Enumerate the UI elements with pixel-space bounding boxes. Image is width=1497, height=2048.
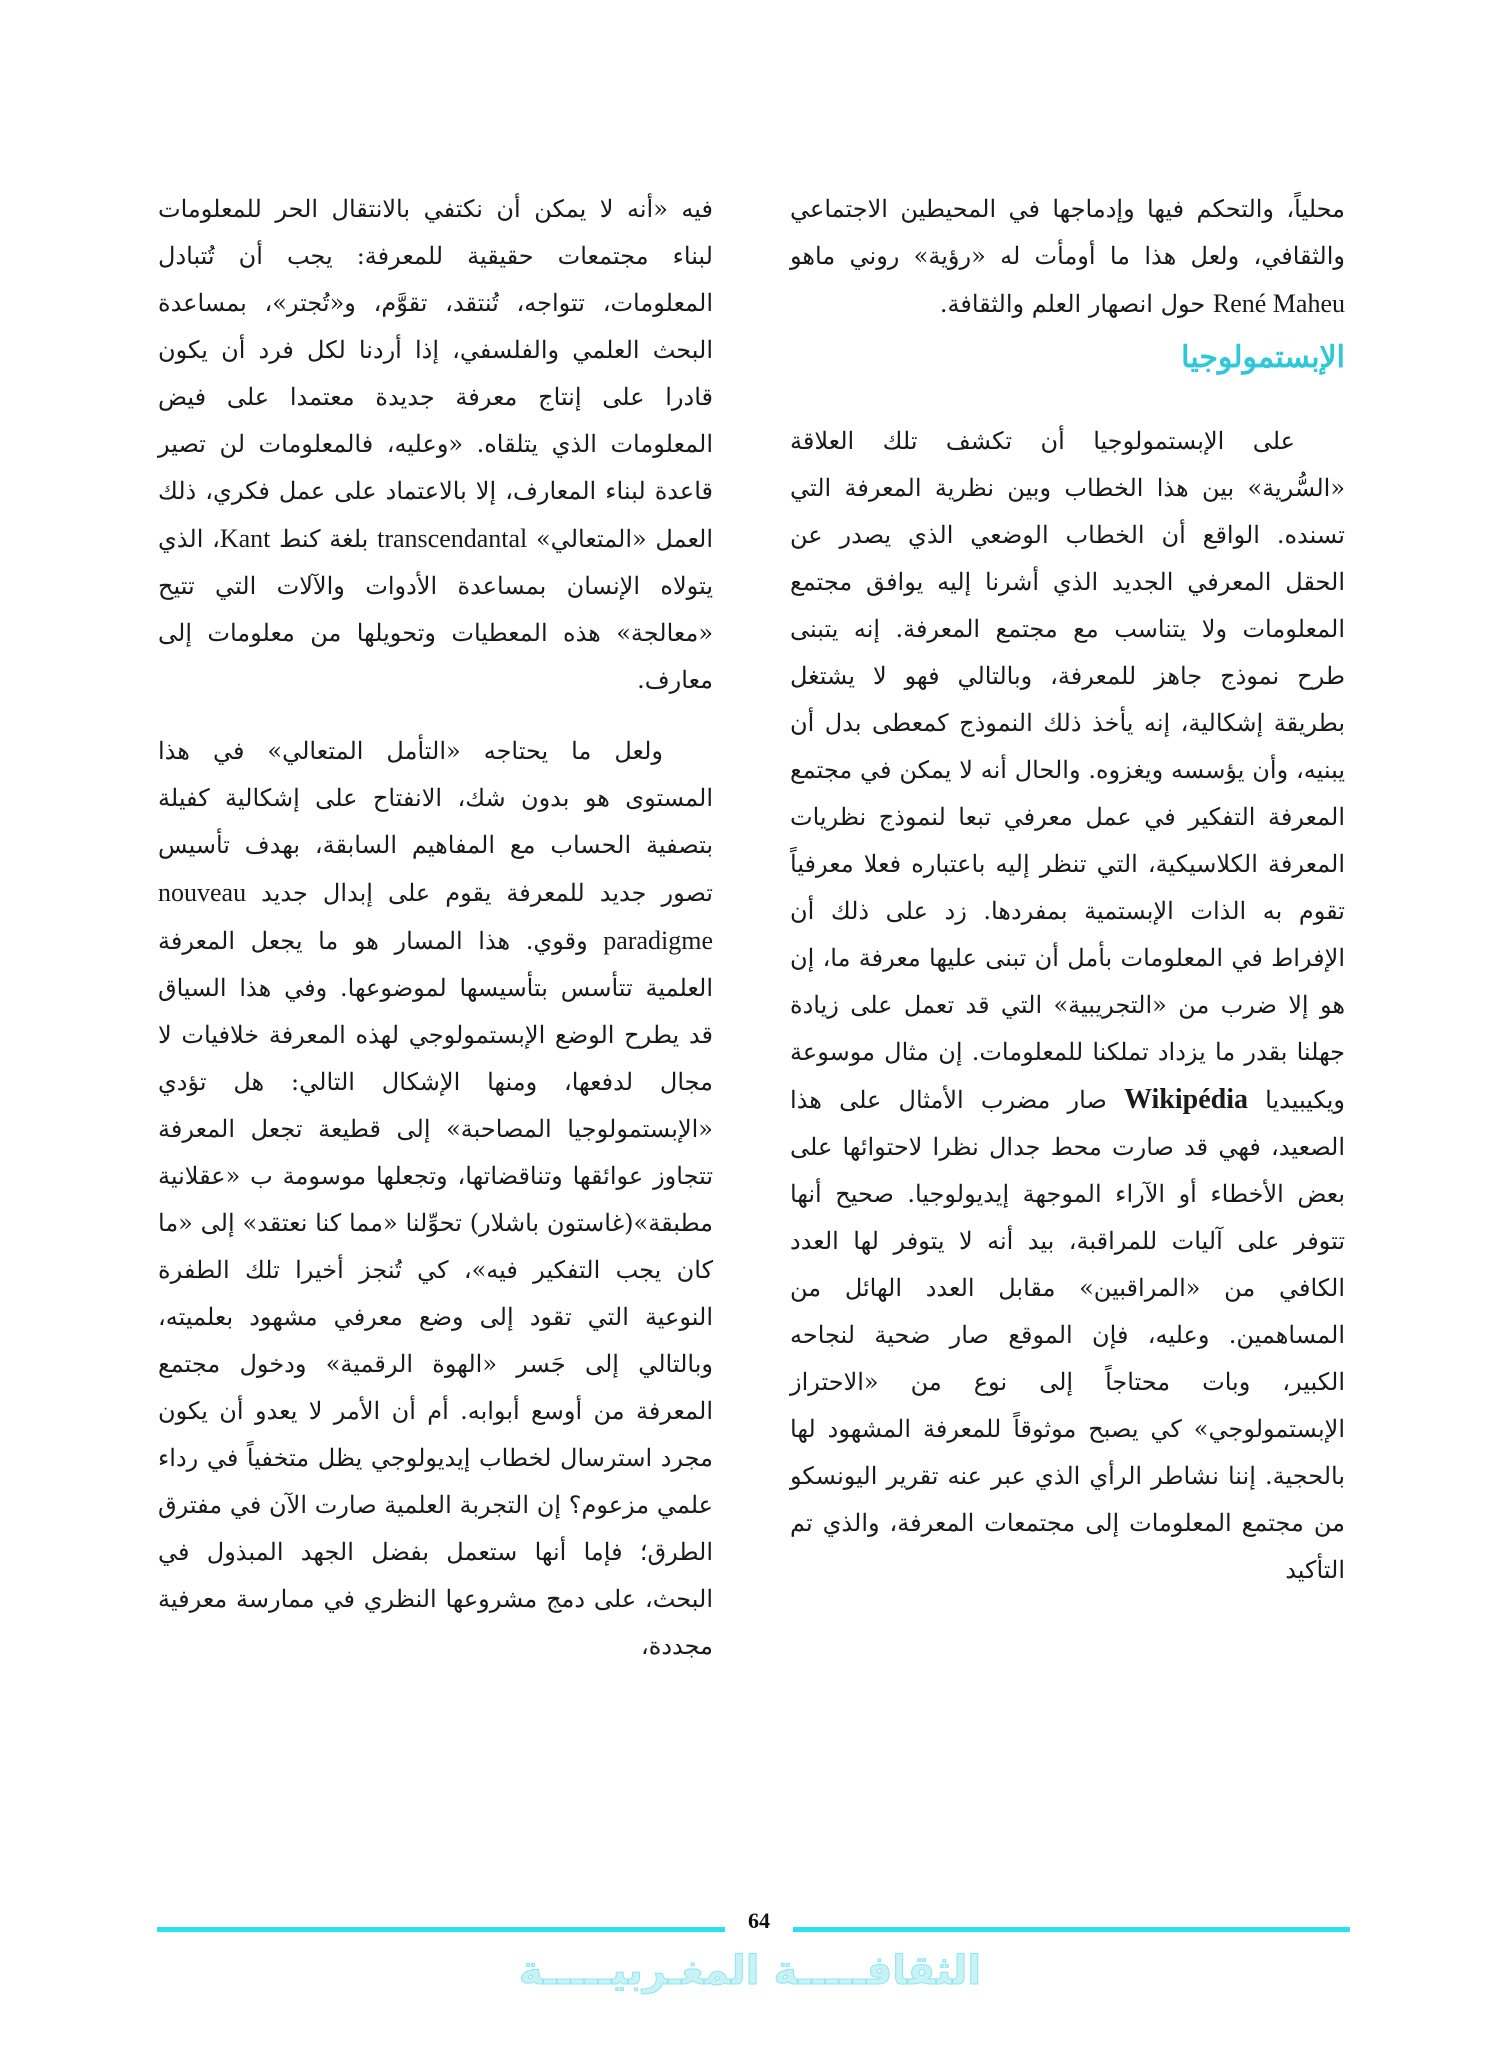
nouveau-paradigme-term: nouveau paradigme [158,878,713,955]
intro-text: محلياً، والتحكم فيها وإدماجها في المحيطين الاجتماعي والثقافي، ولعل هذا ما أومأت له «رؤية» روني ماهو René Maheu حول انصهار العلم والثقافة. [790,195,1345,318]
footer-rule-left [157,1927,725,1932]
left-p2-end: وقوي. هذا المسار هو ما يجعل المعرفة العلمية تتأسس بتأسيسها لموضوعها. وفي هذا السياق قد يطرح الوضع الإبستمولوجي لهذه المعرفة خلافيات لا مجال لدفعها، ومنها الإشكال التالي: هل تؤدي «الإبستمولوجيا المصاحبة» إلى قطيعة تجعل المعرفة تتجاوز عوائقها وتناقضاتها، وتجعلها موسومة ب «عقلانية مطبقة»(غاستون باشلار) تحوِّلنا «مما كنا نعتقد» إلى «ما كان يجب التفكير فيه»، كي تُنجز أخيرا تلك الطفرة النوعية التي تقود إلى وضع معرفي مشهود بعلميته، وبالتالي إلى جَسر «الهوة الرقمية» ودخول مجتمع المعرفة من أوسع أبوابه. أم أن الأمر لا يعدو أن يكون مجرد استرسال لخطاب إيديولوجي يظل متخفياً في رداء علمي مزعوم؟ إن التجربة العلمية صارت الآن في مفترق الطرق؛ فإما أنها ستعمل بفضل الجهد المبذول في البحث، على دمج مشروعها النظري في ممارسة معرفية مجددة، [158,927,713,1660]
left-p1-mid: بلغة كنط [279,525,369,553]
left-p1-start: فيه «أنه لا يمكن أن نكتفي بالانتقال الحر للمعلومات لبناء مجتمعات حقيقية للمعرفة: يجب أن تُتبادل المعلومات، تتواجه، تُنتقد، تقوَّم، و«تُجتر»، بمساعدة البحث العلمي والفلسفي، إذا أردنا لكل فرد أن يكون قادرا على إنتاج معرفة جديدة معتمدا على فيض المعلومات الذي يتلقاه. «وعليه، فالمعلومات لن تصير قاعدة لبناء المعارف، إلا بالاعتماد على عمل فكري، ذلك العمل «المتعالي» [158,195,714,553]
page-number: 64 [748,1908,770,1933]
left-paragraph-1 [158,186,713,704]
rene-maheu-name: René Maheu [1212,289,1345,318]
section-heading: الإبستمولوجيا [1181,340,1345,375]
kant-term: Kant [219,524,271,553]
left-p2-start: ولعل ما يحتاجه «التأمل المتعالي» في هذا المستوى هو بدون شك، الانفتاح على إشكالية كفيلة بتصفية الحساب مع المفاهيم السابقة، بهدف تأسيس تصور جديد للمعرفة يقوم على إبدال جديد [158,737,713,907]
wikipedia-term: Wikipédia [1124,1084,1248,1115]
footer-rule-right [793,1927,1350,1932]
left-column [158,186,713,1670]
epistemology-paragraph [790,418,1345,1594]
intro-paragraph [790,186,1345,328]
epistemology-text: على الإبستمولوجيا أن تكشف تلك العلاقة «السُّرية» بين هذا الخطاب وبين نظرية المعرفة التي تسنده. الواقع أن الخطاب الوضعي الذي يصدر عن الحقل المعرفي الجديد الذي أشرنا إليه يوافق مجتمع المعلومات ولا يتناسب مع مجتمع المعرفة. إنه يتبنى طرح نموذج جاهز للمعرفة، وبالتالي فهو لا يشتغل بطريقة إشكالية، إنه يأخذ ذلك النموذج كمعطى بدل أن يبنيه، وأن يؤسسه ويغزوه. والحال أنه لا يمكن في مجتمع المعرفة التفكير في عمل معرفي تبعا لنموذج نظريات المعرفة الكلاسيكية، التي تنظر إليه باعتباره فعلا معرفياً تقوم به الذات الإبستمية بمفردها. زد على ذلك أن الإفراط في المعلومات بأمل أن تبنى عليها معرفة ما، إن هو إلا ضرب من «التجريبية» التي قد تعمل على زيادة جهلنا بقدر ما يزداد تملكنا للمعلومات. إن مثال موسوعة ويكيبيديا [790,427,1345,1114]
right-column [790,186,1345,1594]
left-paragraph-2 [158,728,713,1670]
journal-masthead: الثقافـــــة المغـربيـــــة [518,1948,982,1994]
left-p1-end: ، الذي يتولاه الإنسان بمساعدة الأدوات والآلات التي تتيح «معالجة» هذه المعطيات وتحويلها من معلومات إلى معارف. [158,525,713,694]
transcendantal-term: transcendantal [377,524,528,553]
epistemology-text-end: صار مضرب الأمثال على هذا الصعيد، فهي قد صارت محط جدال نظرا لاحتوائها على بعض الأخطاء أو الآراء الموجهة إيديولوجيا. صحيح أنها تتوفر على آليات للمراقبة، بيد أنه لا يتوفر لها العدد الكافي من «المراقبين» مقابل العدد الهائل من المساهمين. وعليه، فإن الموقع صار ضحية لنجاحه الكبير، وبات محتاجاً إلى نوع من «الاحتراز الإبستمولوجي» كي يصبح موثوقاً للمعرفة المشهود لها بالحجية. إننا نشاطر الرأي الذي عبر عنه تقرير اليونسكو من مجتمع المعلومات إلى مجتمعات المعرفة، والذي تم التأكيد [790,1086,1345,1584]
